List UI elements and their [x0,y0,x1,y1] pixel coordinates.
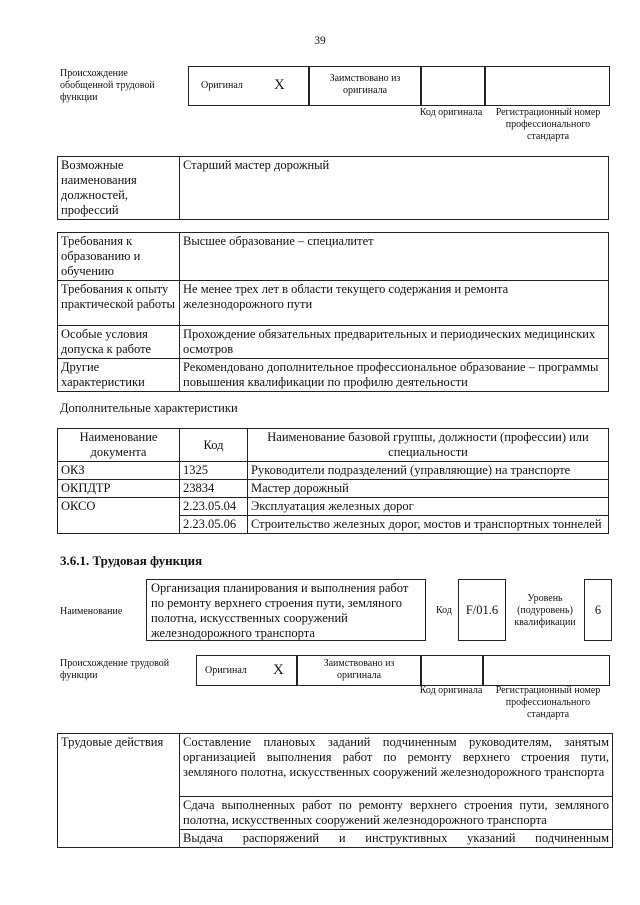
positions-value: Старший мастер дорожный [180,157,609,220]
function-code-value: F/01.6 [465,603,499,617]
origin-borrowed-cell [296,655,422,686]
original-mark: X [273,662,284,678]
code-original-label: Код оригинала [419,107,483,118]
origin-original-cell [196,655,298,686]
original-mark: X [274,77,285,93]
function-code-cell [458,579,506,641]
doc-title: Эксплуатация железных дорог [248,498,609,516]
doc-title: Руководители подразделений (управляющие) на транспорте [248,462,609,480]
doc-name: ОКСО [58,498,180,534]
code-original-label: Код оригинала [419,685,483,696]
requirements-table [57,232,609,392]
additional-table [57,428,609,534]
req-value: Рекомендовано дополнительное профессиональное образование – программы повышения квалификации по профилю деятельности [180,359,609,392]
additional-title: Дополнительные характеристики [60,401,238,415]
origin-code-cell [420,66,486,106]
table-row [58,462,609,480]
table-row [58,480,609,498]
doc-code: 23834 [180,480,248,498]
level-value: 6 [594,603,602,617]
borrowed-label: Заимствовано из оригинала [323,658,395,681]
doc-code: 2.23.05.06 [180,516,248,534]
function-name-label: Наименование [60,606,123,617]
actions-table [57,733,613,848]
req-label: Другие характеристики [58,359,180,392]
req-label: Требования к образованию и обучению [58,233,180,281]
reg-number-label: Регистрационный номер профессионального стандарта [495,685,601,720]
action-item: Составление плановых заданий подчиненным руководителям, занятым организацией выполнения работ по ремонту верхнего строения пути, земляного полотна, искусственных сооружений железнодорожного транспорта [180,734,613,797]
doc-code: 2.23.05.04 [180,498,248,516]
original-label: Оригинал [201,80,243,91]
origin-original-cell [188,66,310,106]
positions-label: Возможные наименования должностей, профессий [58,157,180,220]
req-value: Высшее образование – специалитет [180,233,609,281]
borrowed-label: Заимствовано из оригинала [329,73,401,96]
col-header: Наименование документа [58,429,180,462]
doc-name: ОКПДТР [58,480,180,498]
origin-borrowed-cell [308,66,422,106]
positions-table [57,156,609,220]
doc-code: 1325 [180,462,248,480]
table-row [58,498,609,516]
actions-label: Трудовые действия [58,734,180,848]
function-name-cell [146,579,426,641]
doc-name: ОКЗ [58,462,180,480]
req-label: Особые условия допуска к работе [58,326,180,359]
function-name-value: Организация планирования и выполнения работ по ремонту верхнего строения пути, земляного полотна, искусственных сооружений железнодорожного транспорта [151,581,409,640]
req-label: Требования к опыту практической работы [58,281,180,326]
req-value: Не менее трех лет в области текущего содержания и ремонта железнодорожного пути [180,281,609,326]
origin-reg-cell [482,655,610,686]
doc-title: Мастер дорожный [248,480,609,498]
level-cell [584,579,612,641]
page-number: 39 [314,35,326,47]
original-label: Оригинал [205,665,247,676]
reg-number-label: Регистрационный номер профессионального стандарта [495,107,601,142]
level-label: Уровень (подуровень) квалификации [514,593,576,628]
function-heading: 3.6.1. Трудовая функция [60,553,203,568]
origin-code-cell [420,655,484,686]
action-item: Сдача выполненных работ по ремонту верхнего строения пути, земляного полотна, искусственных сооружений железнодорожного транспорта [180,797,613,830]
action-item: Выдача распоряжений и инструктивных указаний подчиненным [180,830,613,848]
col-header: Наименование базовой группы, должности (профессии) или специальности [248,429,609,462]
origin-label: Происхождение обобщенной трудовой функции [60,68,155,103]
origin-label: Происхождение трудовой функции [60,658,170,681]
origin-reg-cell [484,66,610,106]
col-header: Код [180,429,248,462]
doc-title: Строительство железных дорог, мостов и транспортных тоннелей [248,516,609,534]
req-value: Прохождение обязательных предварительных и периодических медицинских осмотров [180,326,609,359]
function-code-label: Код [436,605,452,616]
table-row [58,734,613,797]
